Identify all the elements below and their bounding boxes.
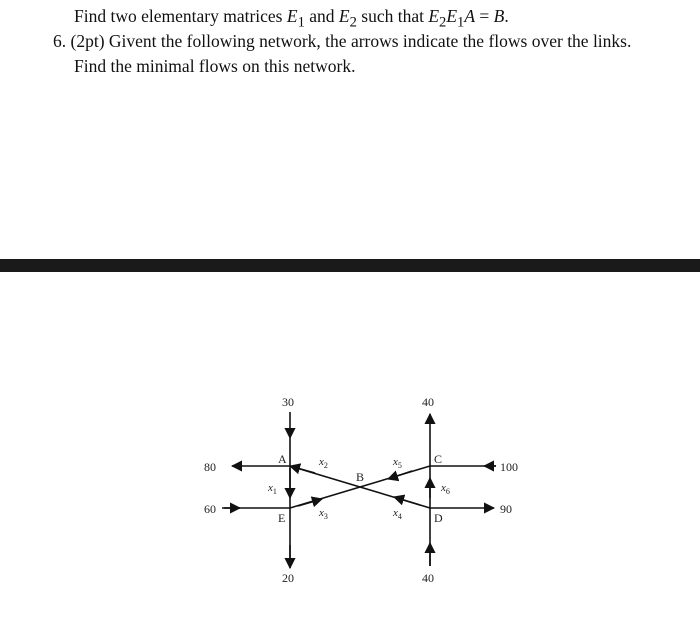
- matrix-e1-subscript: 1: [297, 14, 305, 31]
- flow-bottom-left: 20: [282, 571, 294, 585]
- equation-a: A: [464, 6, 476, 26]
- var-x4: $x_4$: [393, 507, 402, 521]
- equation-b: B: [493, 6, 505, 26]
- var-x3: $x_3$: [319, 507, 328, 521]
- flow-right-bottom: 90: [500, 502, 512, 516]
- period: .: [504, 6, 509, 26]
- node-d: D: [434, 511, 443, 525]
- var-x2: $x_2$: [319, 456, 328, 470]
- var-x5: $x_5$: [393, 456, 402, 470]
- flow-left-bottom: 60: [204, 502, 216, 516]
- var-x1: $x_1$: [268, 482, 277, 496]
- node-a: A: [278, 452, 287, 466]
- edge-x2-arrow: [290, 466, 315, 473]
- var-x6: $x_6$: [441, 482, 450, 496]
- edge-x5-arrow: [388, 471, 412, 479]
- edge-x4-arrow: [394, 497, 420, 505]
- flow-bottom-right: 40: [422, 571, 434, 585]
- equals-sign: =: [475, 6, 494, 26]
- node-b: B: [356, 470, 365, 484]
- flow-right-top: 100: [500, 460, 518, 474]
- problem-statement: Givent the following network, the arrows indicate the flows over the links.: [108, 31, 632, 51]
- problem-number: 6.: [53, 31, 67, 51]
- and-text: and: [304, 6, 339, 26]
- matrix-e2: E: [338, 6, 350, 26]
- node-e: E: [278, 511, 286, 525]
- equation-e2: E: [428, 6, 440, 26]
- problem-task: Find the minimal flows on this network.: [74, 56, 356, 76]
- points-label: (2pt): [70, 31, 105, 51]
- flow-left-top: 80: [204, 460, 216, 474]
- flow-top-left: 30: [282, 395, 294, 409]
- node-c: C: [434, 452, 443, 466]
- equation-e1-subscript: 1: [457, 14, 465, 31]
- matrix-e2-subscript: 2: [349, 14, 357, 31]
- flow-top-right: 40: [422, 395, 434, 409]
- equation-e2-subscript: 2: [439, 14, 447, 31]
- such-that-text: such that: [356, 6, 429, 26]
- equation-e1: E: [446, 6, 458, 26]
- line1-text: Find two elementary matrices: [74, 6, 287, 26]
- edge-x3-arrow: [298, 499, 322, 506]
- matrix-e1: E: [286, 6, 298, 26]
